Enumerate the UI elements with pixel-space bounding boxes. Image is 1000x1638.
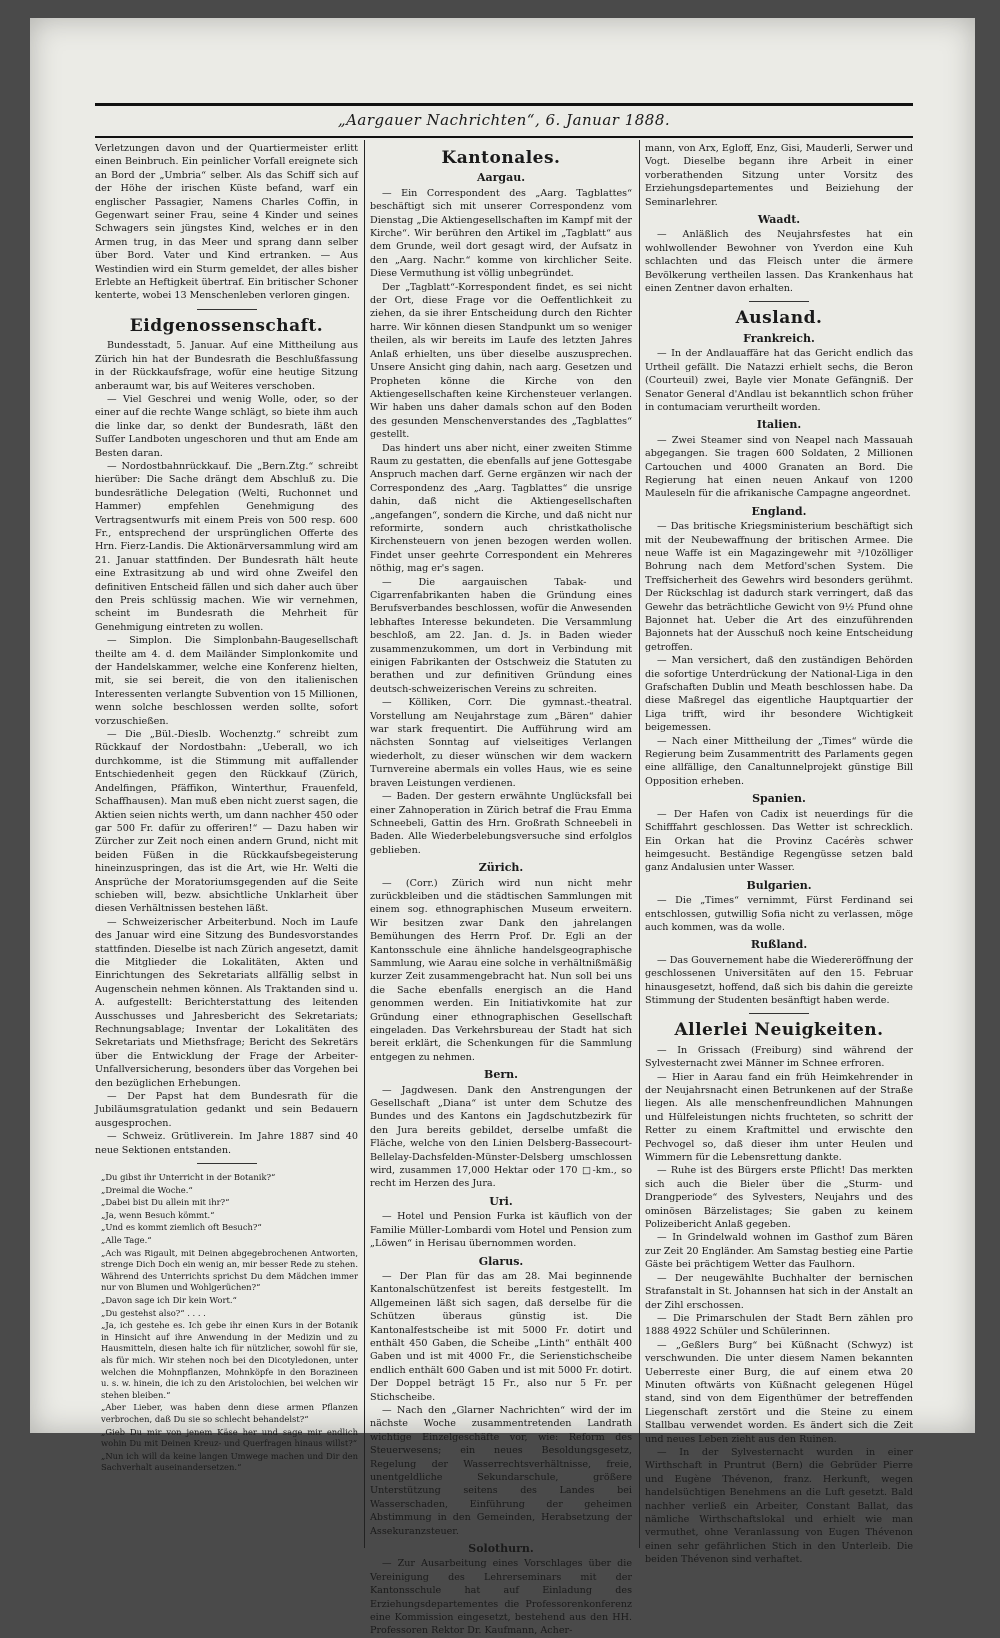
article-paragraph: — Ein Correspondent des „Aarg. Tagblattes“ beschäftigt sich mit unserer Correspondenz vom Dienstag „Die Aktiengesellschaften im Kampf mit der Kirche“. Wir berühren den Artikel im „Tagblatt“ aus dem Grunde, weil dort gesagt wird, der Aufsatz in den „Aarg. Nachr.“ komme von kirchlicher Seite. Diese Vermuthung ist völlig unbegründet. <box>370 187 632 280</box>
column-right <box>645 142 913 1566</box>
article-paragraph: — Simplon. Die Simplonbahn-Baugesellschaft theilte am 4. d. dem Mailänder Simplonkomite und der Handelskammer, welche eine Konferenz hielten, mit, sie sei bereit, die von den italienischen Interessenten verlangte Subvention von 15 Millionen, wenn solche beschlossen werden sollte, sofort vorzuschießen. <box>95 635 358 727</box>
divider <box>749 301 809 302</box>
section-heading-ausland: Ausland. <box>735 308 823 329</box>
header-title: „Aargauer Nachrichten“, 6. Januar 1888. <box>337 111 671 129</box>
article-paragraph: — Zwei Steamer sind von Neapel nach Massauah abgegangen. Sie tragen 600 Soldaten, 2 Millionen Cartouchen und 4000 Granaten an Bord. Die Regierung hat einen neuen Ankauf von 1200 Mauleseln für die afrikanische Campagne angeordnet. <box>645 434 913 500</box>
column-left <box>95 142 358 1548</box>
dialogue-line: „Und es kommt ziemlich oft Besuch?“ <box>101 1222 262 1233</box>
article-paragraph: — Hotel und Pension Furka ist käuflich von der Familie Müller-Lombardi vom Hotel und Pension zum „Löwen“ in Herisau übernommen worden. <box>370 1211 632 1250</box>
column-rule <box>364 140 365 1548</box>
article-paragraph: — „Geßlers Burg“ bei Küßnacht (Schwyz) ist verschwunden. Die unter diesem Namen bekannten Ueberreste einer Burg, die auf einem etwa 20 Minuten oftwärts von Küßnacht gelegenen Hügel stand, sind von dem Eigenthümer der betreffenden Liegenschaft zerstört und die Steine zu einem Stallbau verwendet worden. Es ändert sich die Zeit und neues Leben zieht aus den Ruinen. <box>645 1339 913 1445</box>
article-paragraph: — Der Hafen von Cadix ist neuerdings für die Schifffahrt geschlossen. Das Wetter ist schrecklich. Ein Orkan hat die Provinz Cacérès schwer heimgesucht. Beständige Regengüsse setzen bald ganz Andalusien unter Wasser. <box>645 808 913 874</box>
dialogue-line: „Ja, ich gestehe es. Ich gebe ihr einen Kurs in der Botanik in Hinsicht auf ihre Anwendung in der Medizin und zu Hausmitteln, diesen halte ich für nützlicher, sowohl für sie, als für mich. Wir stehen noch bei den Dicotyledonen, unter welchen die Mohnpflanzen, Mohnköpfe in den Borazineen u. s. w. hinein, die ich zu den Aristolochien, bei welchen wir stehen bleiben.“ <box>101 1320 358 1400</box>
dialogue-line: „Aber Lieber, was haben denn diese armen Pflanzen verbrochen, daß Du sie so schlecht behandelst?“ <box>101 1402 358 1424</box>
article-paragraph: — Zur Ausarbeitung eines Vorschlages über die Vereinigung des Lehrerseminars mit der Kantonsschule hat auf Einladung des Erziehungsdepartementes die Professorenkonferenz eine Kommission eingesetzt, bestehend aus den HH. Professoren Rektor Dr. Kaufmann, Acher- <box>370 1558 632 1637</box>
article-paragraph: Bundesstadt, 5. Januar. Auf eine Mittheilung aus Zürich hin hat der Bundesrath die Beschlußfassung in der Rückkaufsfrage, wofür eine heutige Sitzung anberaumt war, bis auf Weiteres verschoben. <box>95 340 358 392</box>
subheading-solothurn: Solothurn. <box>468 1542 534 1556</box>
article-paragraph: — Viel Geschrei und wenig Wolle, oder, so der einer auf die rechte Wange schlägt, so biete ihm auch die linke dar, so denkt der Bundesrath, läßt den Suſſer Landboten ungeschoren und thut am Ende am Besten daran. <box>95 393 358 459</box>
section-heading-eidgenossenschaft: Eidgenossenschaft. <box>129 315 324 336</box>
column-rule <box>639 140 640 1548</box>
article-paragraph: — In Grindelwald wohnen im Gasthof zum Bären zur Zeit 20 Engländer. Am Samstag bestieg eine Partie Gäste bei prächtigem Wetter das Faulhorn. <box>645 1232 913 1271</box>
dialogue-line: „Ach was Rigault, mit Deinen abgegebrochenen Antworten, strenge Dich Doch ein wenig an, mir besser Rede zu stehen. Während des Unterrichts sprichst Du dem Mädchen immer nur von Blumen und Wohlgerüchen?“ <box>101 1247 358 1293</box>
dialogue-line: „Alle Tage.“ <box>101 1235 152 1246</box>
subheading-uri: Uri. <box>489 1194 513 1208</box>
subheading-russland: Rußland. <box>750 938 808 952</box>
dialogue-line: „Gieb Du mir von jenem Käse her und sage mir endlich wohin Du mit Deinen Kreuz- und Querfragen hinaus willst?“ <box>101 1426 358 1449</box>
dialogue-line: „Dreimal die Woche.“ <box>101 1184 193 1195</box>
article-paragraph: — In der Andlauaffäre hat das Gericht endlich das Urtheil gefällt. Die Natazzi erhielt sechs, die Beron (Courteuil) zwei, Bayle vier Monate Gefängniß. Der Senator General d'Andlau ist bekanntlich schon früher in contumaciam verurtheilt worden. <box>645 348 913 413</box>
page-header <box>95 103 913 138</box>
subheading-aargau: Aargau. <box>476 171 526 185</box>
article-paragraph: — Die Primarschulen der Stadt Bern zählen pro 1888 4922 Schüler und Schülerinnen. <box>645 1312 913 1338</box>
article-paragraph: — Das britische Kriegsministerium beschäftigt sich mit der Neubewaffnung der britischen Armee. Die neue Waffe ist ein Magazingewehr mit ³/10zölliger Bohrung nach dem Metford'schen System. Die Treffsicherheit des Gewehrs wird besonders gerühmt. Der Rückschlag ist dadurch stark verringert, daß das Gewehr das beträchtliche Gewicht von 9½ Pfund ohne Bajonnet hat. Ueber die Art des einzuführenden Bajonnets hat der Ausschuß noch keine Entscheidung getroffen. <box>645 521 913 653</box>
section-heading-kantonales: Kantonales. <box>441 148 561 168</box>
article-paragraph: Verletzungen davon und der Quartiermeister erlitt einen Beinbruch. Ein peinlicher Vorfall ereignete sich an Bord der „Umbria“ selber. Als das Schiff sich auf der Höhe der irischen Küste befand, warf ein englischer Passagier, Namens Charles Coffin, in Gegenwart seiner Frau, seine 4 Kinder und seines Schwagers sein jüngstes Kind, welches er in den Armen trug, in das Meer und sprang dann selber über Bord. Vater und Kind ertranken. — Aus Westindien wird ein Sturm gemeldet, der alles bisher Erlebte an Heftigkeit übertraf. Ein britischer Schoner kenterte, wobei 13 Menschenleben verloren gingen. <box>95 143 358 302</box>
subheading-zuerich: Zürich. <box>478 861 524 875</box>
article-paragraph: — Jagdwesen. Dank den Anstrengungen der Gesellschaft „Diana“ ist unter dem Schutze des Bundes und des Kantons ein Jagdschutzbezirk für den Jura bereits gebildet, derselbe umfaßt die Fläche, welche von den Linien Delsberg-Bassecourt-Bellelay-Dachsfelden-Münster-Delsberg umschlossen wird, zusammen 17,000 Hektar oder 170 □-km., so recht im Herzen des Jura. <box>370 1084 632 1190</box>
article-paragraph: — Baden. Der gestern erwähnte Unglücksfall bei einer Zahnoperation in Zürich betraf die Frau Emma Schneebeli, Gattin des Hrn. Großrath Schneebeli in Baden. Alle Wiederbelebungsversuche sind erfolglos geblieben. <box>370 791 632 856</box>
subheading-waadt: Waadt. <box>757 213 801 227</box>
article-paragraph: — Die „Bül.-Dieslb. Wochenztg.“ schreibt zum Rückkauf der Nordostbahn: „Ueberall, wo ich durchkomme, ist die Stimmung mit auffallender Entschiedenheit gegen den Rückkauf (Zürich, Andelfingen, Pfäffikon, Winterthur, Frauenfeld, Schaffhausen). Man muß eben nicht zuerst sagen, die Aktien seien nichts werth, um dann nachher 450 oder gar 500 Fr. dafür zu offeriren!“ — Dazu haben wir Zürcher zur Zeit noch einen andern Grund, nicht mit beiden Füßen in die Rückkaufsbegeisterung hineinzuspringen, das ist die Art, wie Hr. Welti die Ansprüche der Moratoriumsgegenden auf die Seite schieben will, bezw. absichtliche Unklarheit über diesen Verhältnissen bestehen läßt. <box>95 729 358 915</box>
subheading-bulgarien: Bulgarien. <box>746 878 812 892</box>
dialogue-line: „Nun ich will da keine langen Umwege machen und Dir den Sachverhalt auseinandersetzen.“ <box>101 1450 358 1473</box>
article-paragraph: — Hier in Aarau fand ein früh Heimkehrender in der Neujahrsnacht einen Betrunkenen auf der Straße liegen. Als alle menschenfreundlichen Mahnungen und Hülfeleistungen nichts fruchteten, so schritt der Retter zu einem Kraftmittel und erwischte den Pechvogel so, daß dieser ihm unter Heulen und Wimmern für die Lebensrettung dankte. <box>645 1071 913 1164</box>
article-paragraph: — Der Papst hat dem Bundesrath für die Jubiläumsgratulation gedankt und sein Bedauern ausgesprochen. <box>95 1091 358 1129</box>
article-paragraph: — (Corr.) Zürich wird nun nicht mehr zurückbleiben und die städtischen Sammlungen mit einem sog. ethnographischen Museum erweitern. Wir besitzen zwar Dank den jahrelangen Bemühungen des Herrn Prof. Dr. Egli an der Kantonsschule eine ähnliche handelsgeographische Sammlung, wie Aarau eine solche in verhältnißmäßig kurzer Zeit zusammengebracht hat. Nun soll bei uns die Sache ebenfalls energisch an die Hand genommen werden. Ein Initiativkomite hat zur Gründung einer ethnographischen Gesellschaft eingeladen. Das Verkehrsbureau der Stadt hat sich bereit erklärt, die Schenkungen für die Sammlung entgegen zu nehmen. <box>370 877 632 1063</box>
article-paragraph: — Anläßlich des Neujahrsfestes hat ein wohlwollender Bewohner von Yverdon eine Kuh schlachten und das Fleisch unter die ärmere Bevölkerung vertheilen lassen. Das Krankenhaus hat einen Zentner davon erhalten. <box>645 229 913 295</box>
article-paragraph: — Nordostbahnrückkauf. Die „Bern.Ztg.“ schreibt hierüber: Die Sache drängt dem Abschluß zu. Die bundesrätliche Delegation (Welti, Ruchonnet und Hammer) empfehlen Genehmigung des Vertragsentwurfs mit einem Preis von 500 resp. 600 Fr., entsprechend der ursprünglichen Offerte des Hrn. Fierz-Landis. Die Aktionärversammlung wird am 21. Januar stattfinden. Der Bundesrath hält heute eine Extrasitzung ab und wird ohne Zweifel den definitiven Entscheid fällen und sich daher auch über den Preis schlüssig machen. Wie wir vernehmen, scheint im Bundesrath die Mehrheit für Genehmigung eintreten zu wollen. <box>95 460 358 633</box>
dialogue-line: „Du gestehst also?“ . . . . <box>101 1307 206 1318</box>
dialogue-line: „Ja, wenn Besuch kömmt.“ <box>101 1209 215 1220</box>
article-paragraph: — Die aargauischen Tabak- und Cigarrenfabrikanten haben die Gründung eines Berufsverbandes beschlossen, wofür die Anwesenden lebhaftes Interesse bekundeten. Die Versammlung beschloß, am 22. Jan. d. Js. in Baden wieder zusammenzukommen, um dort in Verbindung mit einigen Fabrikanten der Ostschweiz die Statuten zu berathen und zur definitiven Gründung eines deutsch-schweizerischen Vereins zu schreiten. <box>370 576 632 695</box>
dialogue-line: „Du gibst ihr Unterricht in der Botanik?“ <box>101 1172 276 1183</box>
dialogue-line: „Davon sage ich Dir kein Wort.“ <box>101 1295 237 1305</box>
subheading-england: England. <box>751 504 807 518</box>
article-paragraph: Das hindert uns aber nicht, einer zweiten Stimme Raum zu gestatten, die ebenfalls auf jene Gottesgabe Anspruch machen darf. Gerne ergänzen wir nach der Correspondenz des „Aarg. Tagblattes“ die unsrige dahin, daß nicht die Aktiengesellschaften „angefangen“, sondern die Kirche, und daß nicht nur reformirte, sondern auch christkatholische Kirchensteuern von jenen bezogen werden wollen. Findet unser geehrte Correspondent ein Mehreres nöthig, mag er's sagen. <box>370 442 632 575</box>
article-paragraph: — Schweizerischer Arbeiterbund. Noch im Laufe des Januar wird eine Sitzung des Bundesvorstandes stattfinden. Dieselbe ist nach Zürich angesetzt, damit die Mitglieder die Lokalitäten, Akten und Einrichtungen des Sekretariats allfällig selbst in Augenschein nehmen können. Als Traktanden sind u. A. aufgestellt: Berichterstattung des leitenden Ausschusses und Jahresbericht des Sekretariats; Rechnungsablage; Inventar der Lokalitäten des Sekretariats und Miethsfrage; Bericht des Sekretärs über die Entwicklung der Frage der Arbeiter-Unfallversicherung, besonders über das Vorgehen bei den bezüglichen Erhebungen. <box>95 916 358 1089</box>
article-paragraph: — Nach einer Mittheilung der „Times“ würde die Regierung beim Zusammentritt des Parlaments gegen eine allfällige, den Canaltunnelprojekt günstige Bill Opposition erheben. <box>645 735 913 787</box>
article-paragraph: mann, von Arx, Egloff, Enz, Gisi, Mauderli, Serwer und Vogt. Dieselbe begann ihre Arbeit in einer vorberathenden Sitzung unter Vorsitz des Erziehungsdepartementes und Beiziehung der Seminarlehrer. <box>645 143 913 208</box>
article-paragraph: — Der neugewählte Buchhalter der bernischen Strafanstalt in St. Johannsen hat sich in der Anstalt an der Zihl erschossen. <box>645 1272 913 1311</box>
column-middle <box>370 142 632 1637</box>
article-paragraph: — Die „Times“ vernimmt, Fürst Ferdinand sei entschlossen, gutwillig Sofia nicht zu verlassen, möge auch kommen, was da wolle. <box>645 895 913 933</box>
feuilleton-dialogue <box>95 1172 358 1474</box>
article-paragraph: — Man versichert, daß den zuständigen Behörden die sofortige Unterdrückung der National-Liga in den Grafschaften Dublin und Meath beschlossen habe. Da diese Maßregel das eigentliche Hauptquartier der Liga trifft, wird ihr besondere Wichtigkeit beigemessen. <box>645 655 913 734</box>
subheading-glarus: Glarus. <box>478 1254 524 1268</box>
subheading-italien: Italien. <box>756 418 802 432</box>
article-paragraph: — In Grissach (Freiburg) sind während der Sylvesternacht zwei Männer im Schnee erfroren. <box>645 1044 913 1070</box>
subheading-spanien: Spanien. <box>752 792 806 806</box>
divider <box>197 1163 257 1164</box>
article-paragraph: — In der Sylvesternacht wurden in einer Wirthschaft in Pruntrut (Bern) die Gebrüder Pierre und Eugène Thévenon, franz. Herkunft, wegen handelsüchtigen Benehmens an die Luft gesetzt. Bald nachher verließ ein Arbeiter, Constant Ballat, das nämliche Wirthschaftslokal und erhielt wie man vermuthet, ohne Veranlassung von Eugen Thévenon einen sehr gefährlichen Stich in den Unterleib. Die beiden Thévenon sind verhaftet. <box>645 1446 913 1566</box>
article-paragraph: — Der Plan für das am 28. Mai beginnende Kantonalschützenfest ist bereits festgestellt. Im Allgemeinen läßt sich sagen, daß derselbe für die Schützen überaus günstig ist. Die Kantonalfestscheibe ist mit 5000 Fr. dotirt und enthält 450 Gaben, die Scheibe „Linth“ enthält 400 Gaben und ist mit 4000 Fr., die Serienstichscheibe endlich enthält 600 Gaben und ist mit 5000 Fr. dotirt. Der Doppel beträgt 15 Fr., also nur 5 Fr. per Stichscheibe. <box>370 1270 632 1403</box>
article-paragraph: — Nach den „Glarner Nachrichten“ wird der im nächste Woche zusammentretenden Landrath wichtige Einzelgeschäfte vor, wie: Reform des Steuerwesens; ein neues Besoldungsgesetz, Regelung der Wasserrechtsverhältnisse, freie, unentgeldliche Sekundarschule, größere Unterstützung seitens des Landes bei Wasserschaden, Einführung der geheimen Abstimmung in den Gemeinden, Herabsetzung der Assekuranzsteuer. <box>370 1404 632 1537</box>
section-heading-allerlei: Allerlei Neuigkeiten. <box>674 1020 884 1041</box>
subheading-bern: Bern. <box>484 1068 518 1082</box>
dialogue-line: „Dabei bist Du allein mit ihr?“ <box>101 1197 230 1208</box>
subheading-frankreich: Frankreich. <box>743 331 815 345</box>
divider <box>749 1013 809 1014</box>
divider <box>197 309 257 310</box>
article-paragraph: — Ruhe ist des Bürgers erste Pflicht! Das merkten sich auch die Bieler über die „Sturm- und Drangperiode“ des Sylvesters, Neujahrs und des ominösen Bärzelistages; Sie gaben zu keinem Polizeibericht Anlaß gegeben. <box>645 1165 913 1231</box>
article-paragraph: — Kölliken, Corr. Die gymnast.-theatral. Vorstellung am Neujahrstage zum „Bären“ dahier war stark frequentirt. Die Aufführung wird am nächsten Sonntag auf vielseitiges Verlangen wiederholt, zu dieser wünschen wir dem wackern Turnvereine abermals ein volles Haus, wie es seine braven Leistungen verdienen. <box>370 697 632 789</box>
article-paragraph: — Schweiz. Grütliverein. Im Jahre 1887 sind 40 neue Sektionen entstanden. <box>95 1131 358 1156</box>
article-paragraph: — Das Gouvernement habe die Wiedereröffnung der geschlossenen Universitäten auf den 15. Februar hinausgesetzt, hoffend, daß sich bis dahin die gereizte Stimmung der Studenten besänftigt haben werde. <box>645 954 913 1006</box>
article-paragraph: Der „Tagblatt“-Korrespondent findet, es sei nicht der Ort, diese Frage vor die Oeffentlichkeit zu ziehen, da sie ihrer Entscheidung durch den Richter harre. Wir können diesen Standpunkt um so weniger theilen, als wir bereits im Laufe des letzten Jahres Anlaß erhielten, uns über dieselbe auszusprechen. Unsere Ansicht ging dahin, nach aarg. Gesetzen und Propheten könne die Kirche von den Aktiengesellschaften keine Kirchensteuer verlangen. Wir haben uns daher damals schon auf den Boden des gesunden Menschenverstandes des „Tagblattes“ gestellt. <box>370 281 632 441</box>
